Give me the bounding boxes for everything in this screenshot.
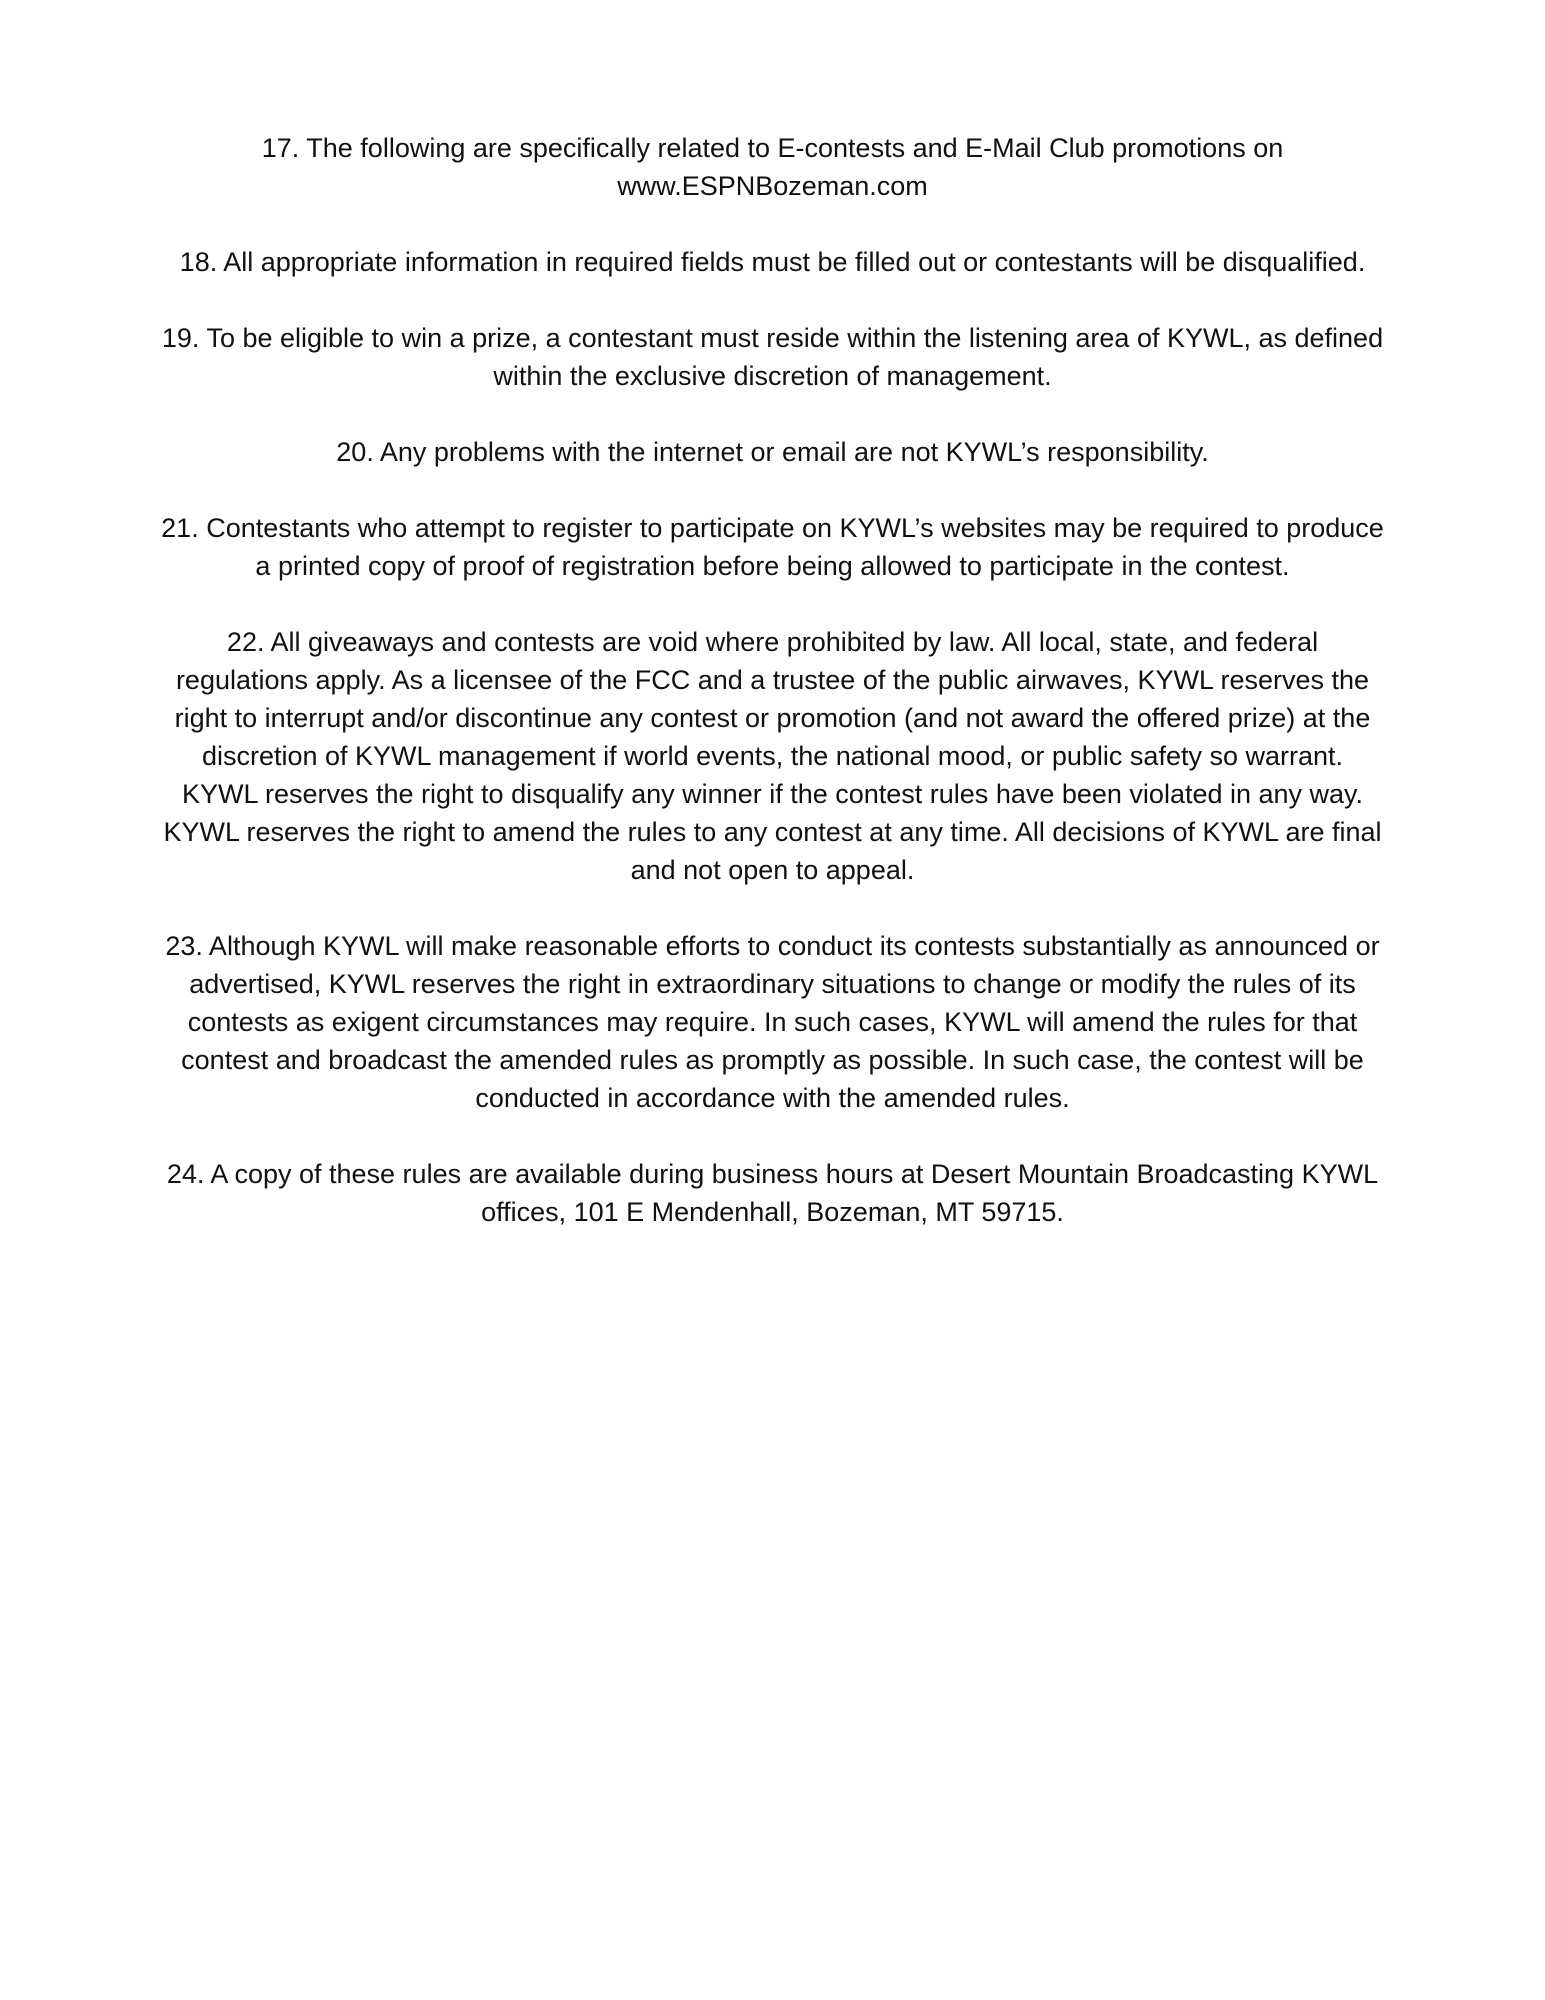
rule-21: 21. Contestants who attempt to register to participate on KYWL’s websites may be required to produce a printed copy of proof of registration before being allowed to participate in the contest. (161, 513, 1384, 581)
rule-20: 20. Any problems with the internet or email are not KYWL’s responsibility. (336, 437, 1209, 467)
rule-18: 18. All appropriate information in required fields must be filled out or contestants will be disqualified. (179, 247, 1366, 277)
rule-17: 17. The following are specifically related to E-contests and E-Mail Club promotions on www.ESPNBozeman.com (261, 133, 1284, 201)
rule-23: 23. Although KYWL will make reasonable efforts to conduct its contests substantially as announced or advertised, KYWL reserves the right in extraordinary situations to change or modify the rules of its contests as exigent circumstances may require. In such cases, KYWL will amend the rules for that contest and broadcast the amended rules as promptly as possible. In such case, the contest will be conducted in accordance with the amended rules. (165, 931, 1380, 1113)
rule-22: 22. All giveaways and contests are void where prohibited by law. All local, state, and federal regulations apply. As a licensee of the FCC and a trustee of the public airwaves, KYWL reserves the right to interrupt and/or discontinue any contest or promotion (and not award the offered prize) at the discretion of KYWL management if world events, the national mood, or public safety so warrant. KYWL reserves the right to disqualify any winner if the contest rules have been violated in any way. KYWL reserves the right to amend the rules to any contest at any time. All decisions of KYWL are final and not open to appeal. (163, 627, 1382, 885)
rule-24: 24. A copy of these rules are available during business hours at Desert Mountain Broadcasting KYWL offices, 101 E Mendenhall, Bozeman, MT 59715. (166, 1159, 1379, 1227)
rules-list (160, 129, 1385, 1231)
rule-19: 19. To be eligible to win a prize, a contestant must reside within the listening area of KYWL, as defined within the exclusive discretion of management. (161, 323, 1384, 391)
